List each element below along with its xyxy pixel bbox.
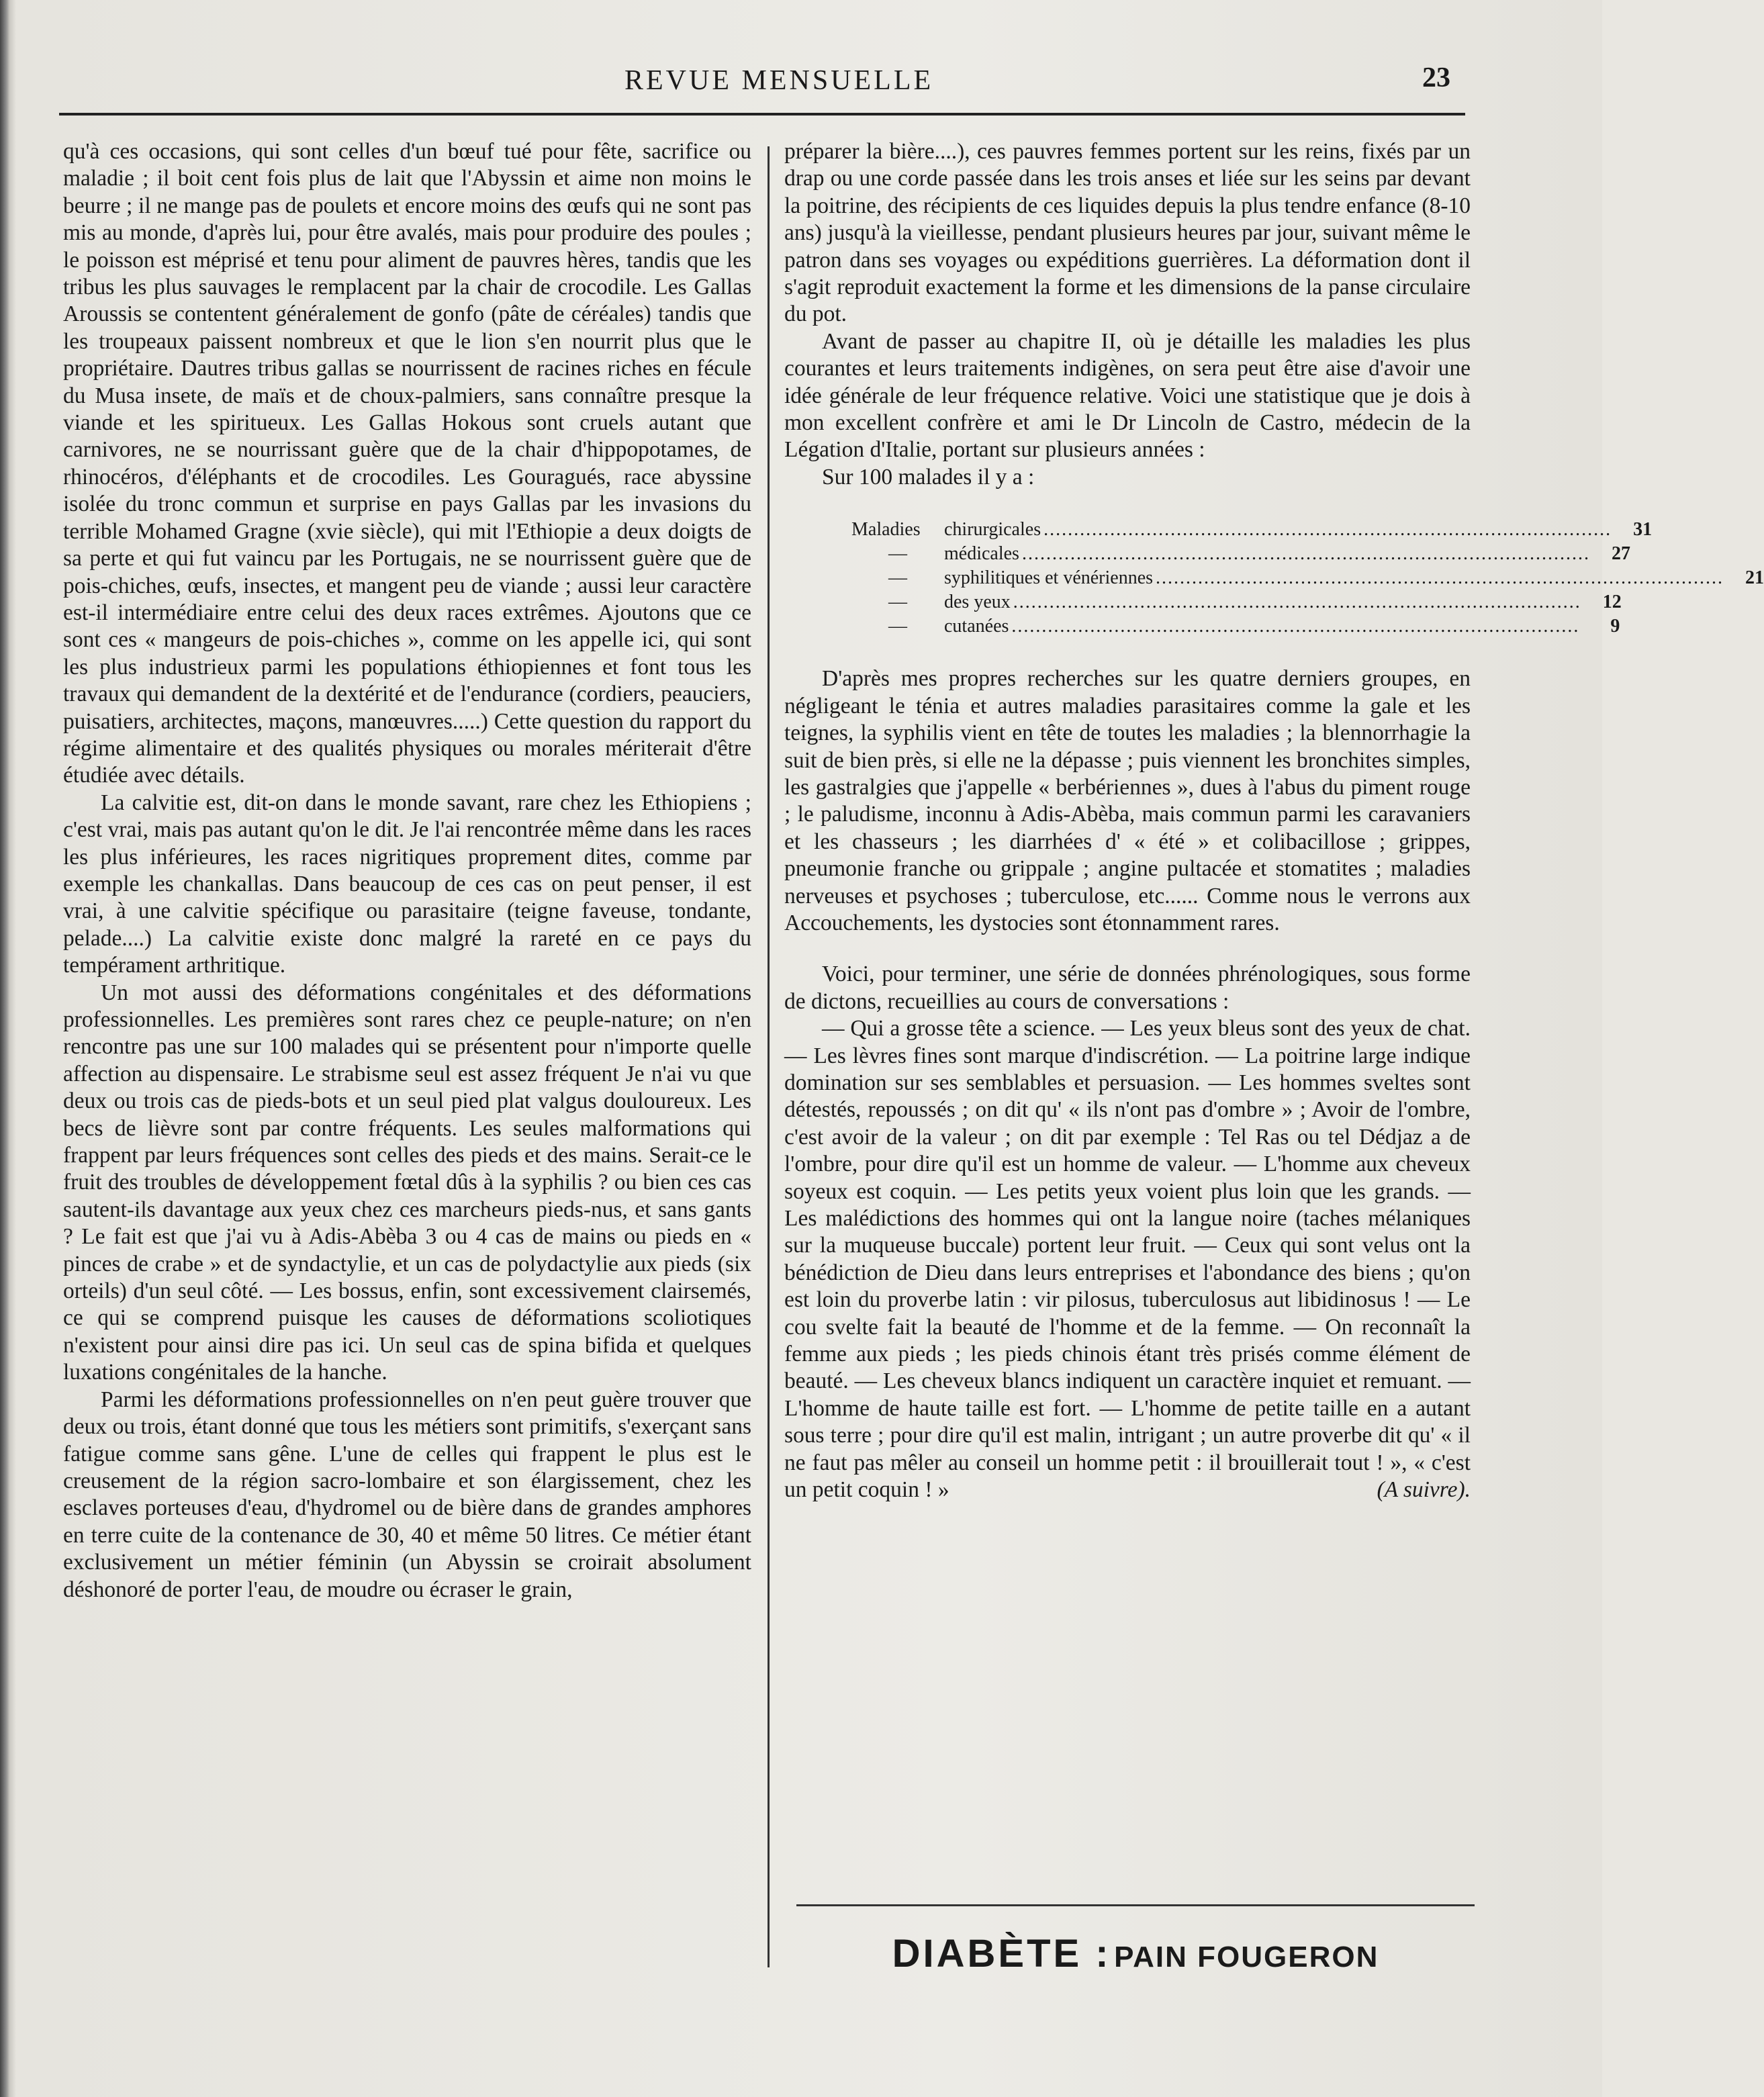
right-paragraph-3: D'après mes propres recherches sur les quatre derniers groupes, en négligeant le ténia et autres maladies parasitaires comme la gale et les teignes, la syphilis vient en tête de toutes les maladies ; la blennorrhagie la suit de bien près, si elle ne la dépasse ; puis viennent les bronchites simples, les gastralgies que j'appelle « berbériennes », dues à l'abus du piment rouge ; le paludisme, inconnu à Adis-Abèba, mais commun parmi les caravaniers et les chasseurs ; les diarrhées d' « été » et colibacillose ; grippes, pneumonie franche ou grippale ; angine pultacée et stomatites ; maladies nerveuses et psychoses ; tuberculose, etc...... Comme nous le verrons aux Accouchements, les dystocies sont étonnamment rares. bbox=[784, 666, 1471, 935]
statistics-table bbox=[851, 518, 1764, 639]
leader-dots: .............................................................................................. bbox=[1021, 543, 1590, 565]
binding-edge bbox=[0, 0, 9, 2097]
left-column bbox=[63, 138, 751, 1603]
ad-headline: DIABÈTE : bbox=[892, 1932, 1111, 1975]
ad-product: PAIN FOUGERON bbox=[1114, 1941, 1379, 1973]
right-paragraph-5 bbox=[784, 1015, 1471, 1503]
stat-label: chirurgicales bbox=[944, 519, 1041, 541]
leader-dots: .............................................................................................. bbox=[1011, 616, 1580, 637]
right-paragraph-1: préparer la bière....), ces pauvres femmes portent sur les reins, fixés par un drap ou une corde passée dans les trois anses et liée sur les seins par devant la poitrine, des récipients de ces liquides depuis la plus tendre enfance (8-10 ans) jusqu'à la vieillesse, pendant plusieurs heures par jour, suivant même le patron dans ses voyages ou expéditions guerrières. La déformation dont il s'agit reproduit exactement la forme et les dimensions de la panse circulaire du pot. bbox=[784, 139, 1471, 327]
stat-row bbox=[851, 542, 1630, 566]
right-paragraph-2: Avant de passer au chapitre II, où je détaille les maladies les plus courantes et leurs traitements indigènes, on sera peut être aise d'avoir une idée générale de leur fréquence relative. Voici une statistique que je dois à mon excellent confrère et ami le Dr Lincoln de Castro, médecin de la Légation d'Italie, portant sur plusieurs années : bbox=[784, 328, 1471, 463]
leader-dots: .............................................................................................. bbox=[1156, 567, 1724, 589]
stat-label: des yeux bbox=[944, 592, 1011, 613]
stat-label: cutanées bbox=[944, 616, 1009, 637]
stat-label: syphilitiques et vénériennes bbox=[944, 567, 1154, 589]
stat-prefix: — bbox=[888, 567, 907, 589]
right-column bbox=[784, 138, 1764, 1503]
advertisement bbox=[796, 1931, 1475, 1976]
stat-prefix: — bbox=[888, 616, 907, 637]
journal-title: REVUE MENSUELLE bbox=[624, 65, 934, 96]
stat-row bbox=[851, 566, 1764, 590]
stat-row bbox=[851, 518, 1653, 542]
stat-value: 27 bbox=[1611, 543, 1630, 565]
header-rule bbox=[59, 113, 1465, 115]
stat-row bbox=[851, 614, 1620, 639]
stat-row bbox=[851, 590, 1622, 614]
stat-prefix: Maladies bbox=[851, 519, 921, 541]
left-paragraph-4: Parmi les déformations professionnelles on n'en peut guère trouver que deux ou trois, étant donné que tous les métiers sont primitifs, s'exerçant sans fatigue comme sans gêne. L'une de celles qui frappent le plus est le creusement de la région sacro-lombaire et son élargissement, chez les esclaves porteuses d'eau, d'hydromel ou de bière dans de grandes amphores en terre cuite de la contenance de 30, 40 et même 50 litres. Ce métier étant exclusivement un métier féminin (un Abyssin se croirait absolument déshonoré de porter l'eau, de moudre ou écraser le grain, bbox=[63, 1387, 751, 1602]
stat-prefix: — bbox=[888, 592, 907, 613]
stat-prefix: — bbox=[888, 543, 907, 565]
right-paragraph-4: Voici, pour terminer, une série de données phrénologiques, sous forme de dictons, recueillies au cours de conversations : bbox=[784, 962, 1471, 1014]
page-number: 23 bbox=[1422, 62, 1450, 93]
left-paragraph-2: La calvitie est, dit-on dans le monde savant, rare chez les Ethiopiens ; c'est vrai, mais pas autant qu'on le dit. Je l'ai rencontrée même dans les races les plus inférieures, les races nigritiques proprement dites, comme par exemple les chankallas. Dans beaucoup de ces cas on peut penser, il est vrai, à une calvitie spécifique ou parasitaire (teigne faveuse, tondante, pelade....) La calvitie existe donc malgré la rareté en ce pays du tempérament arthritique. bbox=[63, 790, 751, 978]
proverbs-text: — Qui a grosse tête a science. — Les yeux bleus sont des yeux de chat. — Les lèvres fines sont marque d'indiscrétion. — La poitrine large indique domination sur ses semblables et persuasion. — Les hommes sveltes sont détestés, repoussés ; on dit qu' « ils n'ont pas d'ombre » ; Avoir de l'ombre, c'est avoir de la valeur ; on dit par exemple : Tel Ras ou tel Dédjaz a de l'ombre, pour dire qu'il est un homme de valeur. — L'homme aux cheveux soyeux est coquin. — Les petits yeux voient plus loin que les grands. — Les malédictions des hommes qui ont la langue noire (taches mélaniques sur la muqueuse buccale) portent leur fruit. — Ceux qui sont velus ont la bénédiction de Dieu dans leurs entreprises et l'abondance des biens ; qu'on est loin du proverbe latin : vir pilosus, tuberculosus aut libidinosus ! — Le cou svelte fait la beauté de l'homme et de la femme. — On reconnaît la femme aux pieds ; les pieds chinois étant très prisés comme élément de beauté. — Les cheveux blancs indiquent un caractère inquiet et remuant. — L'homme de haute taille est fort. — L'homme de petite taille en a autant sous terre ; pour dire qu'il est malin, intrigant ; un autre proverbe dit qu' « il ne faut pas mêler au conseil un homme petit : il brouillerait tout ! », « c'est un petit coquin ! » bbox=[784, 1016, 1471, 1503]
stat-value: 9 bbox=[1610, 616, 1620, 637]
leader-dots: .............................................................................................. bbox=[1013, 592, 1581, 613]
column-divider bbox=[768, 146, 770, 1967]
left-paragraph-1: qu'à ces occasions, qui sont celles d'un bœuf tué pour fête, sacrifice ou maladie ; il boit cent fois plus de lait que l'Abyssin et aime non moins le beurre ; il ne mange pas de poulets et encore moins des œufs qui ne sont pas mis au monde, d'après lui, pour être avalés, mais pour produire des poules ; le poisson est méprisé et tenu pour aliment de pauvres hères, tandis que les tribus les plus sauvages le remplacent par la chair de crocodile. Les Gallas Aroussis se contentent généralement de gonfo (pâte de céréales) tandis que les troupeaux paissent nombreux et que le lion s'en nourrit plus que le propriétaire. Dautres tribus gallas se nourrissent de racines riches en fécule du Musa insete, de maïs et de choux-palmiers, sans connaître presque la viande et les spiritueux. Les Gallas Hokous sont cruels autant que carnivores, ne se nourrissant guère que de la chair d'hippopotames, de rhinocéros, d'éléphants et de crocodiles. Les Gouragués, race abyssine isolée du tronc commun et surprise en pays Gallas par les invasions du terrible Mohamed Gragne (xvie siècle), qui mit l'Ethiopie a deux doigts de sa perte et qui fut vaincu par les Portugais, ne se nourrissent guère que de pois-chiches, œufs, insectes, et mangent peu de viande ; aussi leur caractère est-il intermédiaire entre celui des deux races extrêmes. Ajoutons que ce sont ces « mangeurs de pois-chiches », comme on les appelle ici, qui sont les plus industrieux parmi les populations éthiopiennes et font tous les travaux qui demandent de la dextérité et de l'endurance (cordiers, peauciers, puisatiers, architectes, maçons, manœuvres.....) Cette question du rapport du régime alimentaire et des qualités physiques ou morales mériterait d'être étudiée avec détails. bbox=[63, 139, 751, 788]
stat-value: 12 bbox=[1602, 592, 1622, 613]
leader-dots: .............................................................................................. bbox=[1043, 519, 1612, 541]
left-paragraph-3: Un mot aussi des déformations congénitales et des déformations professionnelles. Les premières sont rares chez ce peuple-nature; on n'en rencontre pas une sur 100 malades qui se présentent pour n'importe quelle affection au dispensaire. Le strabisme seul est assez fréquent Je n'ai vu que deux ou trois cas de pieds-bots et un seul pied plat valgus douloureux. Les becs de lièvre sont par contre fréquents. Les seules malformations qui frappent par leurs fréquences sont celles des pieds et des mains. Serait-ce le fruit des troubles de développement fœtal dûs à la syphilis ? ou bien ces cas sautent-ils davantage aux yeux chez ces marcheurs pieds-nus, et sans gants ? Le fait est que j'ai vu à Adis-Abèba 3 ou 4 cas de mains ou pieds en « pinces de crabe » et de syndactylie, et un cas de polydactylie aux pieds (six orteils) d'un seul côté. — Les bossus, enfin, sont excessivement clairsemés, ce qui se comprend puisque les causes de déformations scoliotiques n'existent pour ainsi dire pas ici. Un seul cas de spina bifida et quelques luxations congénitales de la hanche. bbox=[63, 980, 751, 1385]
stats-intro: Sur 100 malades il y a : bbox=[822, 464, 1035, 490]
advertisement-rule bbox=[796, 1904, 1475, 1906]
stat-value: 31 bbox=[1633, 519, 1653, 541]
paragraph-gap bbox=[784, 937, 1471, 961]
stat-value: 21 bbox=[1745, 567, 1764, 589]
to-be-continued: (A suivre). bbox=[1377, 1477, 1471, 1503]
stat-label: médicales bbox=[944, 543, 1019, 565]
running-head bbox=[60, 64, 1464, 105]
